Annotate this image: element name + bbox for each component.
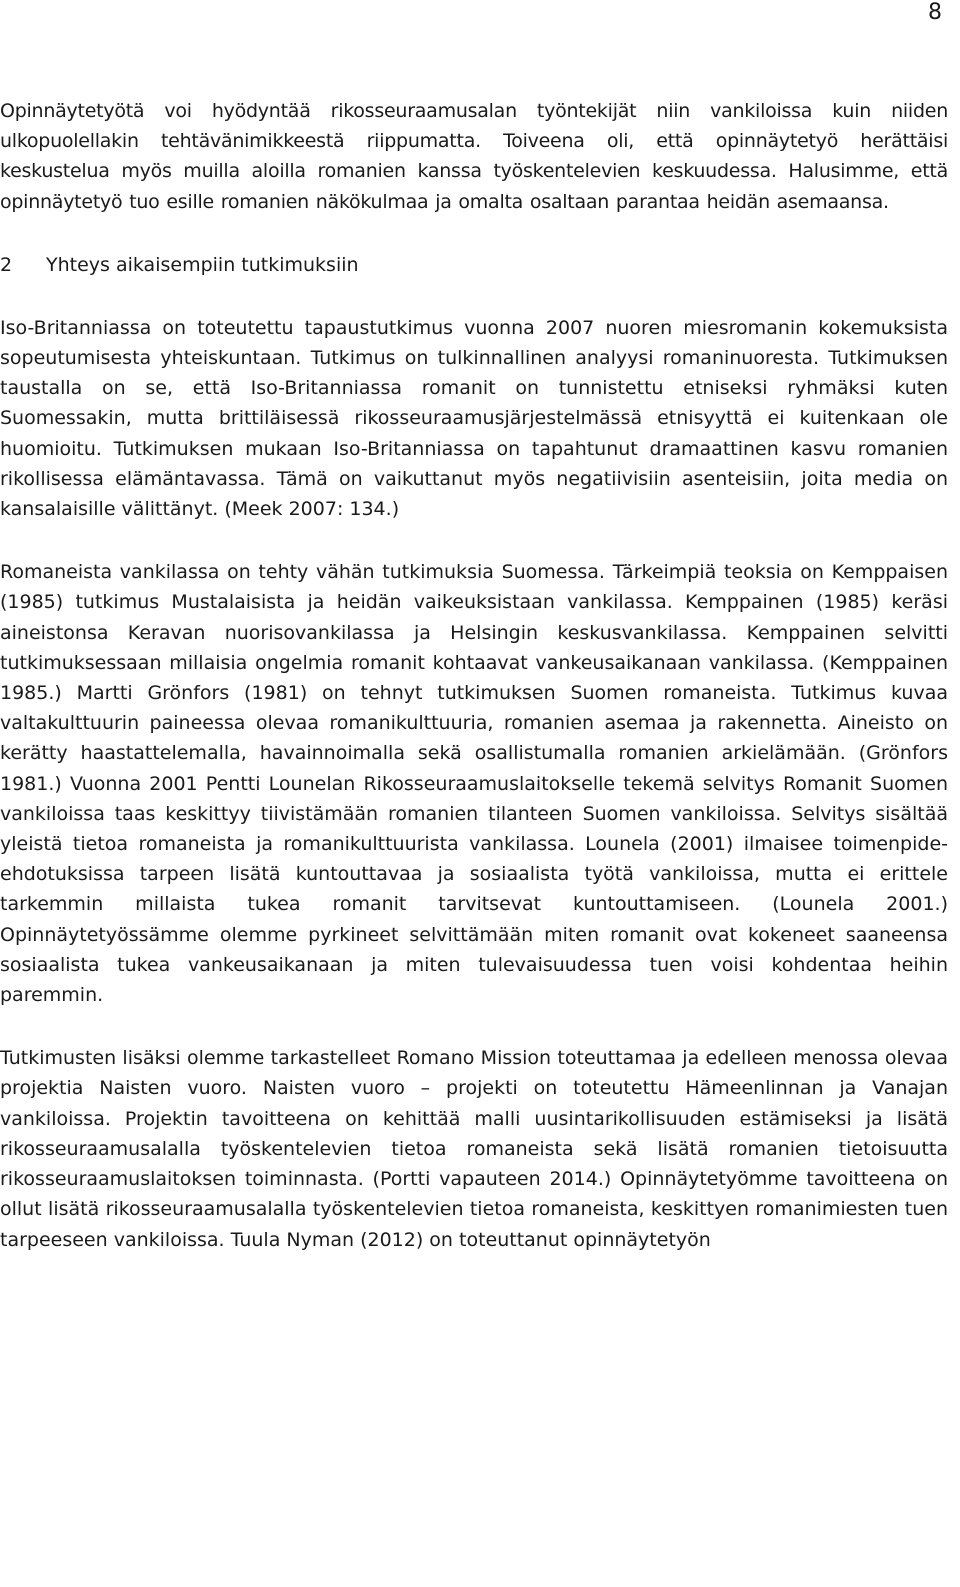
page-number: 8 xyxy=(928,0,942,25)
paragraph-2: Iso-Britanniassa on toteutettu tapaustutkimus vuonna 2007 nuoren miesromanin kokemuksista sopeutumisesta yhteiskuntaan. Tutkimus on tulkinnallinen analyysi romaninuoresta. Tutkimuksen taustalla on se, että Iso-Britanniassa romanit on tunnistettu etniseksi ryhmäksi kuten Suomessakin, mutta brittiläisessä rikosseuraamusjärjestelmässä etnisyyttä ei kuitenkaan ole huomioitu. Tutkimuksen mukaan Iso-Britanniassa on tapahtunut dramaattinen kasvu romanien rikollisessa elämäntavassa. Tämä on vaikuttanut myös negatiivisiin asenteisiin, joita media on kansalaisille välittänyt. (Meek 2007: 134.) xyxy=(0,316,948,521)
paragraph-4: Tutkimusten lisäksi olemme tarkastelleet Romano Mission toteuttamaa ja edelleen menossa olevaa projektia Naisten vuoro. Naisten vuoro – projekti on toteutettu Hämeenlinnan ja Vanajan vankiloissa. Projektin tavoitteena on kehittää malli uusintarikollisuuden estämiseksi ja lisätä rikosseuraamusalalla työskentelevien tietoa romaneista sekä lisätä romanien tietoisuutta rikosseuraamuslaitoksen toiminnasta. (Portti vapauteen 2014.) Opinnäytetyömme tavoitteena on ollut lisätä rikosseuraamusalalla työskentelevien tietoa romaneista, keskittyen romanimiesten tuen tarpeeseen vankiloissa. Tuula Nyman (2012) on toteuttanut opinnäytetyön xyxy=(0,1047,948,1251)
paragraph-3: Romaneista vankilassa on tehty vähän tutkimuksia Suomessa. Tärkeimpiä teoksia on Kemppaisen (1985) tutkimus Mustalaisista ja heidän vaikeuksistaan vankilassa. Kemppainen (1985) keräsi aineistonsa Keravan nuorisovankilassa ja Helsingin keskusvankilassa. Kemppainen selvitti tutkimuksessaan millaisia ongelmia romanit kohtaavat vankeusaikanaan vankilassa. (Kemppainen 1985.) Martti Grönfors (1981) on tehnyt tutkimuksen Suomen romaneista. Tutkimus kuvaa valtakulttuurin paineessa olevaa romanikulttuuria, romanien asemaa ja rakennetta. Aineisto on kerätty haastattelemalla, havainnoimalla sekä osallistumalla romanien arkielämään. (Grönfors 1981.) Vuonna 2001 Pentti Lounelan Rikosseuraamuslaitokselle tekemä selvitys Romanit Suomen vankiloissa taas keskittyy tiivistämään romanien tilanteen Suomen vankiloissa. Selvitys sisältää yleistä tietoa romaneista ja romanikulttuurista vankilassa. Lounela (2001) ilmaisee toimenpide-ehdotuksissa tarpeen lisätä kuntouttavaa ja sosiaalista työtä vankiloissa, mutta ei erittele tarkemmin millaista tukea romanit tarvitsevat kuntouttamiseen. (Lounela 2001.) Opinnäytetyössämme olemme pyrkineet selvittämään miten romanit ovat kokeneet saaneensa sosiaalista tukea vankeusaikanaan ja miten tulevaisuudessa tuen voisi kohdentaa heihin paremmin. xyxy=(0,561,948,1007)
section-heading xyxy=(0,250,948,280)
document-body xyxy=(0,96,948,1255)
paragraph-1: Opinnäytetyötä voi hyödyntää rikosseuraamusalan työntekijät niin vankiloissa kuin niiden ulkopuolellakin tehtävänimikkeestä riippumatta. Toiveena oli, että opinnäytetyö herättäisi keskustelua myös muilla aloilla romanien kanssa työskentelevien keskuudessa. Halusimme, että opinnäytetyö tuo esille romanien näkökulmaa ja omalta osaltaan parantaa heidän asemaansa. xyxy=(0,100,948,213)
section-title: Yhteys aikaisempiin tutkimuksiin xyxy=(46,253,359,276)
section-number: 2 xyxy=(0,253,13,276)
